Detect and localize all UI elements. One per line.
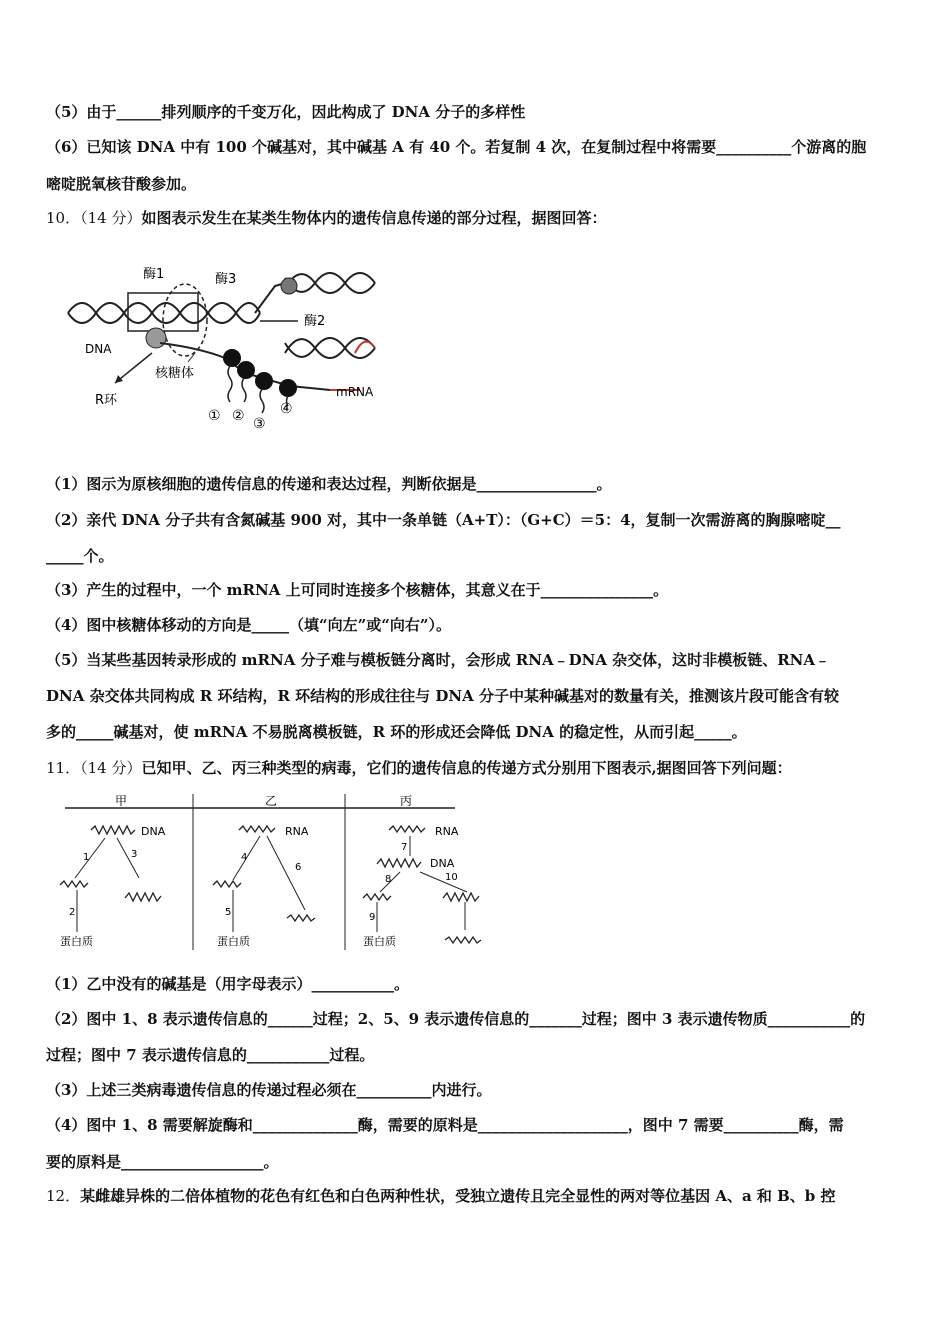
- label-enzyme2: 酶2: [304, 314, 326, 329]
- q11-stem: [46, 758, 906, 778]
- enzyme3-dot: [281, 278, 297, 294]
- bing-num-9: 9: [369, 912, 376, 923]
- label-ribosome: 核糖体: [155, 366, 195, 381]
- q10-sub4: （4）图中核糖体移动的方向是_____（填“向左”或“向右”）。: [46, 616, 451, 634]
- figure-virus-transfer: [55, 790, 505, 952]
- bing-arrow-10: [420, 872, 467, 892]
- pointer-ribosome: [188, 353, 195, 362]
- ribosome-3: [255, 372, 273, 390]
- jia-rna: [60, 881, 88, 887]
- q10-sub3: （3）产生的过程中，一个 mRNA 上可同时连接多个核糖体，其意义在于_______________。: [46, 581, 669, 599]
- q11-sub2-line1: （2）图中 1、8 表示遗传信息的______过程；2、5、9 表示遗传信息的_______过程；图中 3 表示遗传物质___________的: [46, 1010, 866, 1028]
- jia-dna-label: DNA: [141, 825, 166, 838]
- q9-sub6-line2: 嘧啶脱氧核苷酸参加。: [46, 175, 197, 193]
- jia-dna-copy: [125, 893, 161, 901]
- yi-protein: 蛋白质: [217, 935, 250, 948]
- peptide-3: [260, 389, 264, 413]
- daughter-helix-bottom: [285, 338, 375, 358]
- jia-num-1: 1: [83, 852, 90, 863]
- bing-rna-copy: [363, 894, 391, 900]
- jia-num-3: 3: [131, 849, 138, 860]
- label-chain-3: ③: [253, 416, 266, 432]
- header-yi: 乙: [265, 794, 278, 808]
- q10-stem: [46, 208, 906, 228]
- label-r-loop: R环: [95, 393, 118, 408]
- label-chain-2: ②: [232, 408, 245, 424]
- label-dna: DNA: [85, 342, 112, 356]
- jia-dna: [91, 826, 135, 834]
- yi-rna-copy-2: [287, 915, 315, 921]
- q12-stem: [46, 1186, 906, 1206]
- jia-arrow-1: [75, 838, 105, 878]
- q11-sub3: （3）上述三类病毒遗传信息的传递过程必须在__________内进行。: [46, 1081, 492, 1099]
- q11-sub1: （1）乙中没有的碱基是（用字母表示）___________。: [46, 975, 409, 993]
- q11-number: 11．（14 分）: [46, 759, 142, 777]
- q10-sub5-line1: （5）当某些基因转录形成的 mRNA 分子难与模板链分离时，会形成 RNA﹣DNA 杂交体，这时非模板链、RNA﹣: [46, 651, 831, 669]
- r-loop-arrowhead: [115, 375, 123, 383]
- q9-sub6-line1: （6）已知该 DNA 中有 100 个碱基对，其中碱基 A 有 40 个。若复制 4 次，在复制过程中将需要__________个游离的胞: [46, 138, 867, 156]
- q12-number: 12．: [46, 1187, 81, 1205]
- yi-num-4: 4: [241, 852, 248, 863]
- bing-rna-label: RNA: [435, 825, 459, 838]
- q10-sub5-line3: 多的_____碱基对，使 mRNA 不易脱离模板链，R 环的形成还会降低 DNA 的稳定性，从而引起_____。: [46, 723, 747, 741]
- bing-rna: [389, 826, 425, 832]
- yi-num-6: 6: [295, 862, 302, 873]
- yi-rna-copy: [213, 881, 241, 887]
- bing-num-7: 7: [401, 842, 408, 853]
- header-bing: 丙: [400, 794, 413, 808]
- header-jia: 甲: [115, 794, 128, 808]
- jia-protein: 蛋白质: [60, 935, 93, 948]
- q11-sub2-line2: 过程；图中 7 表示遗传信息的___________过程。: [46, 1046, 375, 1064]
- label-enzyme3: 酶3: [215, 272, 237, 287]
- figure-transcription-translation: [60, 258, 390, 433]
- bing-dna-copy: [443, 893, 479, 901]
- yi-rna: [239, 826, 275, 832]
- q10-sub1: （1）图示为原核细胞的遗传信息的传递和表达过程，判断依据是________________。: [46, 475, 612, 493]
- label-chain-1: ①: [208, 408, 221, 424]
- q11-sub4-line1: （4）图中 1、8 需要解旋酶和______________酶，需要的原料是____________________，图中 7 需要__________酶，需: [46, 1116, 844, 1134]
- q10-sub2-line1: （2）亲代 DNA 分子共有含氮碱基 900 对，其中一条单链（A+T）：（G+C）＝5：4，复制一次需游离的胸腺嘧啶__: [46, 511, 841, 529]
- yi-rna-label: RNA: [285, 825, 309, 838]
- daughter-helix-bottom-b: [285, 338, 375, 358]
- yi-num-5: 5: [225, 907, 232, 918]
- bing-num-10: 10: [445, 872, 458, 883]
- rna-polymerase: [146, 328, 166, 348]
- yi-arrow-6: [267, 836, 305, 910]
- bing-rna-final: [445, 937, 481, 943]
- q11-sub4-line2: 要的原料是___________________。: [46, 1153, 279, 1171]
- q10-sub2-line2: _____个。: [46, 547, 114, 565]
- bing-num-8: 8: [385, 874, 392, 885]
- q10-sub5-line2: DNA 杂交体共同构成 R 环结构，R 环结构的形成往往与 DNA 分子中某种碱基对的数量有关，推测该片段可能含有较: [46, 687, 839, 705]
- label-enzyme1: 酶1: [143, 267, 165, 282]
- bing-dna-label: DNA: [430, 857, 455, 870]
- q12-text: 某雌雄异株的二倍体植物的花色有红色和白色两种性状，受独立遗传且完全显性的两对等位基因 A、a 和 B、b 控: [80, 1187, 836, 1205]
- peptide-2: [242, 378, 246, 402]
- q9-sub5: （5）由于______排列顺序的千变万化，因此构成了 DNA 分子的多样性: [46, 103, 526, 121]
- label-chain-4: ④: [280, 401, 293, 417]
- ribosome-1: [223, 349, 241, 367]
- jia-num-2: 2: [69, 907, 76, 918]
- ribosome-2: [237, 361, 255, 379]
- daughter-helix-top-b: [285, 273, 375, 293]
- peptide-1: [228, 366, 232, 402]
- bing-dna: [377, 859, 421, 867]
- q11-text: 已知甲、乙、丙三种类型的病毒，它们的遗传信息的传递方式分别用下图表示,据图回答下列问题：: [141, 759, 792, 777]
- daughter-helix-top: [285, 273, 375, 293]
- ribosome-4: [279, 379, 297, 397]
- q10-number: 10．（14 分）: [46, 209, 142, 227]
- bing-protein: 蛋白质: [363, 935, 396, 948]
- q10-text: 如图表示发生在某类生物体内的遗传信息传递的部分过程，据图回答：: [141, 209, 607, 227]
- label-mrna: mRNA: [336, 385, 374, 399]
